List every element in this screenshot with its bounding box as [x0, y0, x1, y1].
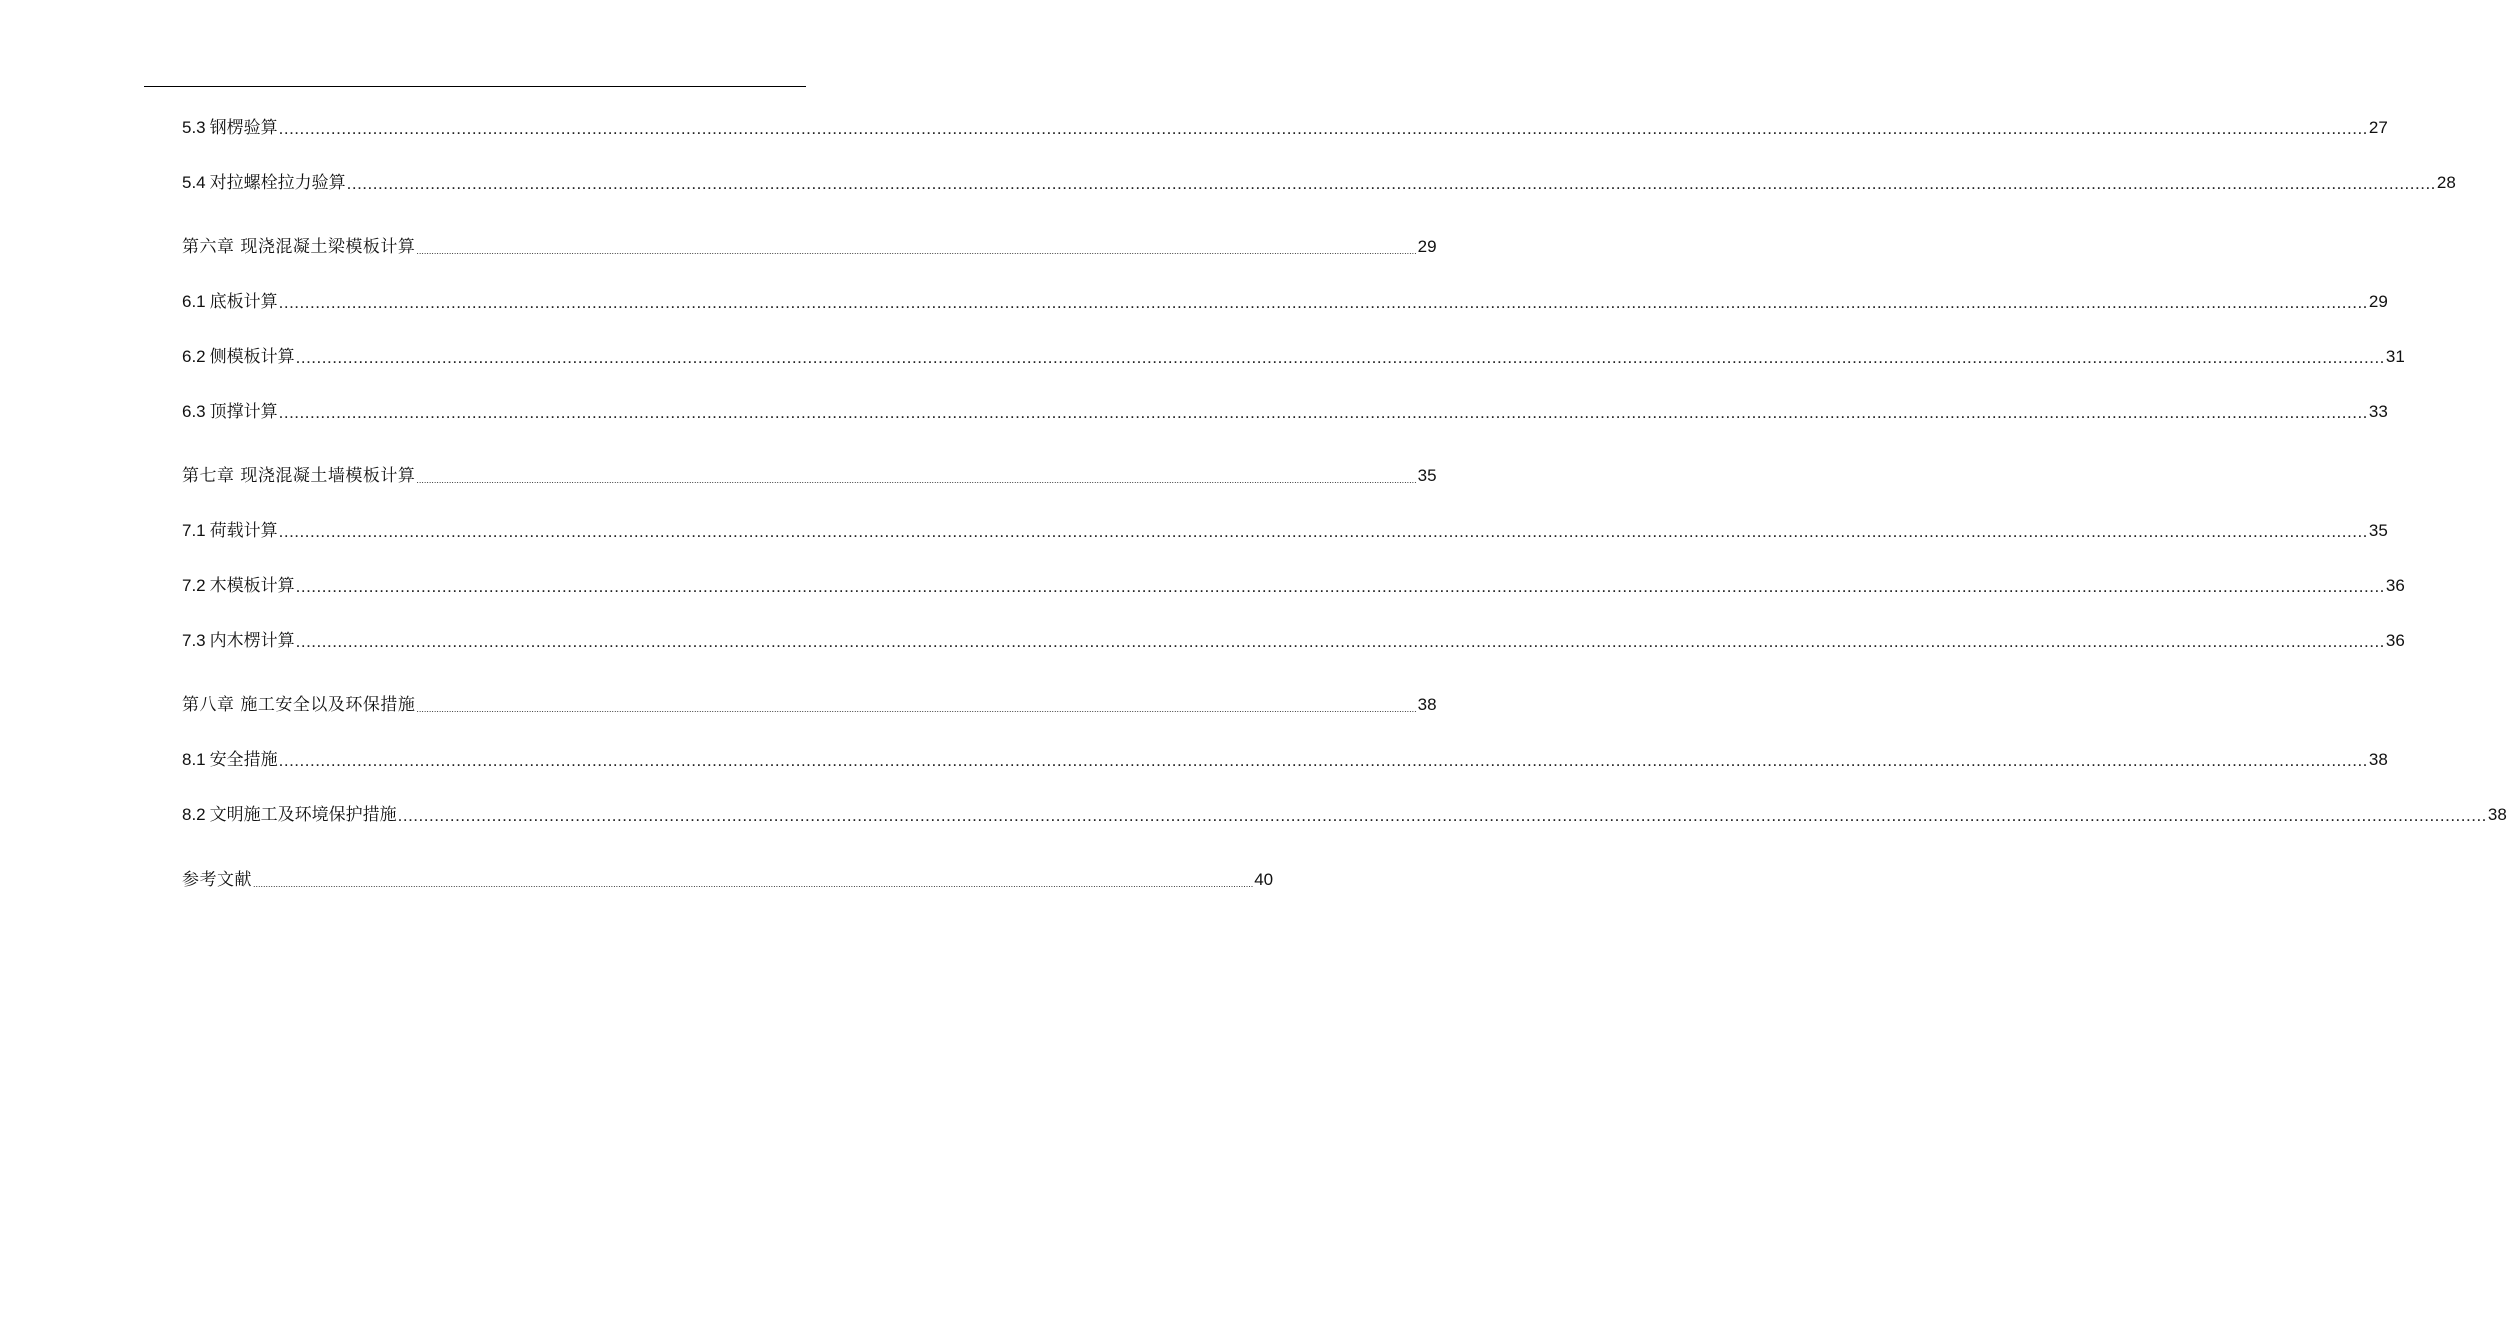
dot-leader: ................................................................................................................................................................................................................................................................................................................................................................................................................	[278, 293, 2368, 312]
dot-leader: ................................................................................................................................................................................................................................................................................................................................................................................................................	[278, 751, 2368, 770]
dot-leader: ................................................................................................................................................................................................................................................................................................................................................................................................................	[278, 119, 2368, 138]
toc-entry-page: 38	[1417, 695, 1437, 714]
dot-leader: ................................................................................................................................................................................................................................................................................................................................................................................................................	[253, 879, 1254, 889]
toc-entry-5-3[interactable]	[182, 115, 2388, 139]
toc-entry-title: 钢楞验算	[209, 118, 278, 138]
toc-entry-6-1[interactable]	[182, 289, 2388, 313]
toc-entry-page: 29	[1417, 237, 1437, 256]
toc-entry-page: 38	[2487, 805, 2507, 824]
toc-entry-chapter-8[interactable]	[182, 692, 1437, 716]
toc-entry-page: 28	[2436, 173, 2456, 192]
toc-entry-6-2[interactable]	[182, 344, 2405, 368]
dot-leader: ................................................................................................................................................................................................................................................................................................................................................................................................................	[295, 348, 2385, 367]
toc-entry-number: 6.3	[182, 402, 206, 421]
toc-entry-chapter-6[interactable]	[182, 234, 1437, 258]
toc-entry-number: 6.2	[182, 347, 206, 366]
toc-entry-page: 31	[2385, 347, 2405, 366]
dot-leader: ................................................................................................................................................................................................................................................................................................................................................................................................................	[346, 174, 2436, 193]
toc-entry-title: 安全措施	[209, 750, 278, 770]
toc-entry-title: 第七章 现浇混凝土墙模板计算	[182, 466, 416, 486]
toc-entry-page: 27	[2368, 118, 2388, 137]
toc-entry-chapter-7[interactable]	[182, 463, 1437, 487]
toc-entry-7-1[interactable]	[182, 518, 2388, 542]
toc-entry-title: 第六章 现浇混凝土梁模板计算	[182, 237, 416, 257]
toc-entry-page: 35	[2368, 521, 2388, 540]
toc-entry-title: 底板计算	[209, 292, 278, 312]
toc-entry-8-2[interactable]	[182, 802, 2507, 826]
toc-entry-title: 侧模板计算	[209, 347, 295, 367]
toc-entry-number: 5.4	[182, 173, 206, 192]
dot-leader: ................................................................................................................................................................................................................................................................................................................................................................................................................	[416, 704, 1417, 714]
toc-entry-number: 8.2	[182, 805, 206, 824]
toc-entry-6-3[interactable]	[182, 399, 2388, 423]
dot-leader: ................................................................................................................................................................................................................................................................................................................................................................................................................	[278, 403, 2368, 422]
toc-entry-page: 40	[1254, 870, 1274, 889]
toc-entry-page: 36	[2385, 576, 2405, 595]
toc-entry-page: 33	[2368, 402, 2388, 421]
toc-entry-page: 38	[2368, 750, 2388, 769]
toc-entry-7-2[interactable]	[182, 573, 2405, 597]
toc-entry-title: 荷载计算	[209, 521, 278, 541]
dot-leader: ................................................................................................................................................................................................................................................................................................................................................................................................................	[397, 806, 2487, 825]
toc-entry-5-4[interactable]	[182, 170, 2456, 194]
toc-entry-title: 对拉螺栓拉力验算	[209, 173, 346, 193]
toc-entry-title: 参考文献	[182, 870, 252, 890]
toc-entry-title: 内木楞计算	[209, 631, 295, 651]
dot-leader: ................................................................................................................................................................................................................................................................................................................................................................................................................	[295, 577, 2385, 596]
toc-entry-title: 第八章 施工安全以及环保措施	[182, 695, 416, 715]
toc-entry-page: 29	[2368, 292, 2388, 311]
table-of-contents	[182, 0, 2507, 1344]
toc-entry-number: 7.3	[182, 631, 206, 650]
toc-entry-number: 6.1	[182, 292, 206, 311]
toc-entry-title: 文明施工及环境保护措施	[209, 805, 397, 825]
dot-leader: ................................................................................................................................................................................................................................................................................................................................................................................................................	[295, 632, 2385, 651]
toc-entry-7-3[interactable]	[182, 628, 2405, 652]
toc-entry-page: 35	[1417, 466, 1437, 485]
dot-leader: ................................................................................................................................................................................................................................................................................................................................................................................................................	[278, 522, 2368, 541]
dot-leader: ................................................................................................................................................................................................................................................................................................................................................................................................................	[416, 246, 1417, 256]
toc-entry-title: 顶撑计算	[209, 402, 278, 422]
dot-leader: ................................................................................................................................................................................................................................................................................................................................................................................................................	[416, 475, 1417, 485]
toc-entry-8-1[interactable]	[182, 747, 2388, 771]
toc-entry-references[interactable]	[182, 867, 1274, 891]
toc-entry-number: 7.1	[182, 521, 206, 540]
toc-entry-title: 木模板计算	[209, 576, 295, 596]
toc-entry-number: 8.1	[182, 750, 206, 769]
toc-entry-number: 7.2	[182, 576, 206, 595]
toc-entry-page: 36	[2385, 631, 2405, 650]
toc-entry-number: 5.3	[182, 118, 206, 137]
